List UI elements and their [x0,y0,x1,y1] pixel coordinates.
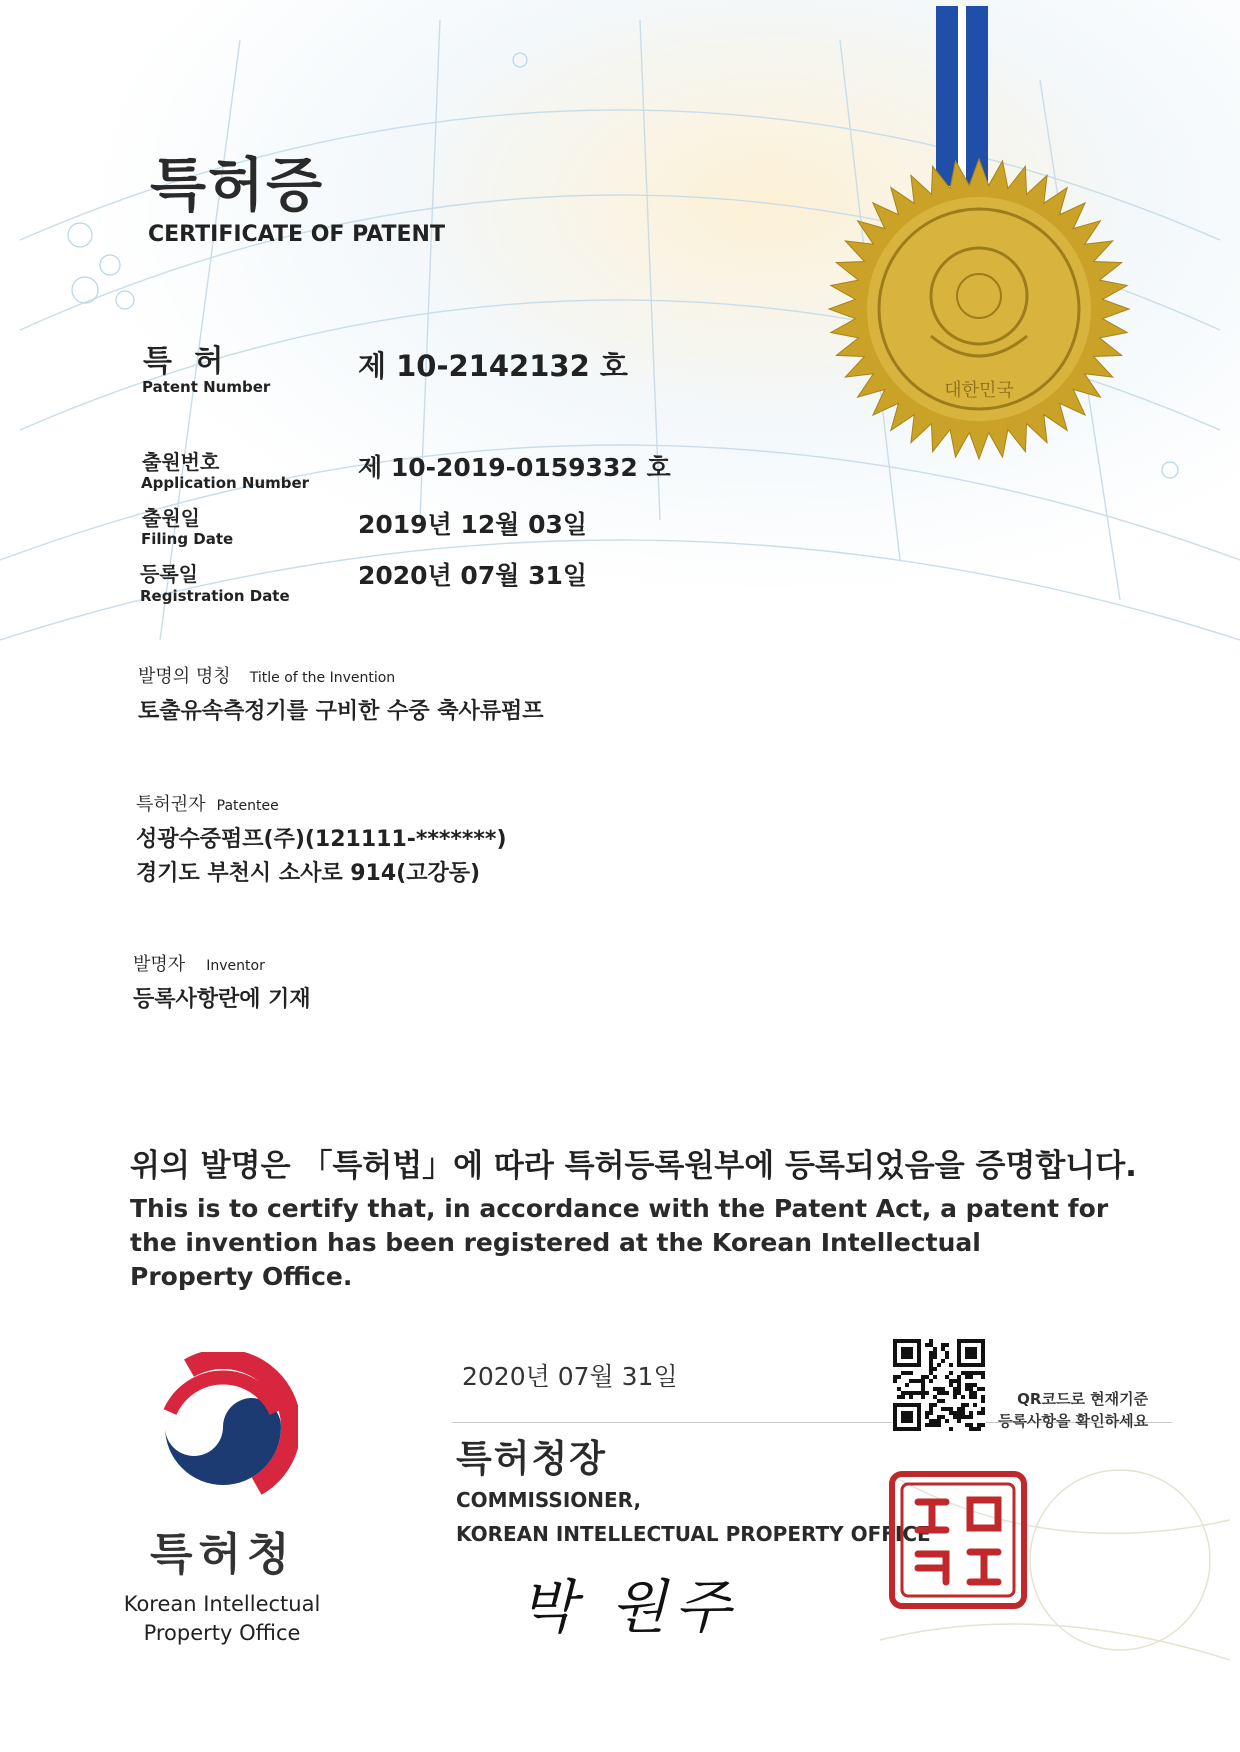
qr-code-icon[interactable] [892,1338,986,1432]
patentee-label-ko: 특허권자 [136,794,206,815]
patent-number: 제 10-2142132 호 [358,349,628,383]
commissioner-title-en-line2: KOREAN INTELLECTUAL PROPERTY OFFICE [456,1522,931,1546]
inventor-label-ko: 발명자 [133,954,186,975]
patentee-name: 성광수중펌프(주)(121111-*******) [136,827,507,852]
registration-date: 2020년 07월 31일 [358,561,588,590]
registration-date-label-ko: 등록일 [140,562,198,586]
certification-statement-en: This is to certify that, in accordance with the Patent Act, a patent for the invention has been registered at the Korean Intellectual Property Office. [130,1194,1109,1291]
certification-statement-ko: 위의 발명은 「특허법」에 따라 특허등록원부에 등록되었음을 증명합니다. [130,1148,1137,1184]
official-stamp-icon [888,1470,1028,1610]
invention-title: 토출유속측정기를 구비한 수중 축사류펌프 [138,699,544,724]
qr-note-line1: QR코드로 현재기준 [1017,1390,1149,1408]
patentee-address: 경기도 부천시 소사로 914(고강동) [136,861,481,886]
registration-date-label-en: Registration Date [140,587,290,605]
application-number: 제 10-2019-0159332 호 [358,453,671,482]
certificate-title-ko: 특허증 [150,151,325,219]
filing-date-label-ko: 출원일 [142,506,200,530]
kipo-name-ko: 특허청 [150,1529,296,1580]
inventor-value: 등록사항란에 기재 [133,987,311,1012]
commissioner-signature: 박 원주 [520,1573,739,1641]
patent-label-en: Patent Number [142,378,271,396]
filing-date: 2019년 12월 03일 [358,510,588,539]
qr-note [998,1388,1148,1432]
taegeuk-logo-icon [148,1352,298,1502]
qr-note-line2: 등록사항을 확인하세요 [998,1412,1149,1430]
commissioner-title-ko: 특허청장 [456,1437,607,1480]
commissioner-title-en [456,1483,931,1551]
application-label-en: Application Number [141,474,310,492]
commissioner-title-en-line1: COMMISSIONER, [456,1488,642,1512]
filing-date-label-en: Filing Date [141,530,234,548]
gold-seal-icon [826,156,1132,462]
certificate-title-en: CERTIFICATE OF PATENT [148,222,445,247]
invention-label-ko: 발명의 명칭 [138,666,231,687]
kipo-name-en-line2: Property Office [143,1621,301,1645]
patent-label-ko: 특 허 [143,344,230,379]
seal-text: 대한민국 [944,380,1014,401]
kipo-name-en-line1: Korean Intellectual [123,1592,321,1616]
inventor-label-en: Inventor [206,958,265,974]
kipo-name-en [112,1590,332,1648]
issue-date: 2020년 07월 31일 [462,1362,678,1391]
invention-label-en: Title of the Invention [249,670,396,686]
patentee-label-en: Patentee [216,798,279,814]
application-label-ko: 출원번호 [142,450,220,474]
